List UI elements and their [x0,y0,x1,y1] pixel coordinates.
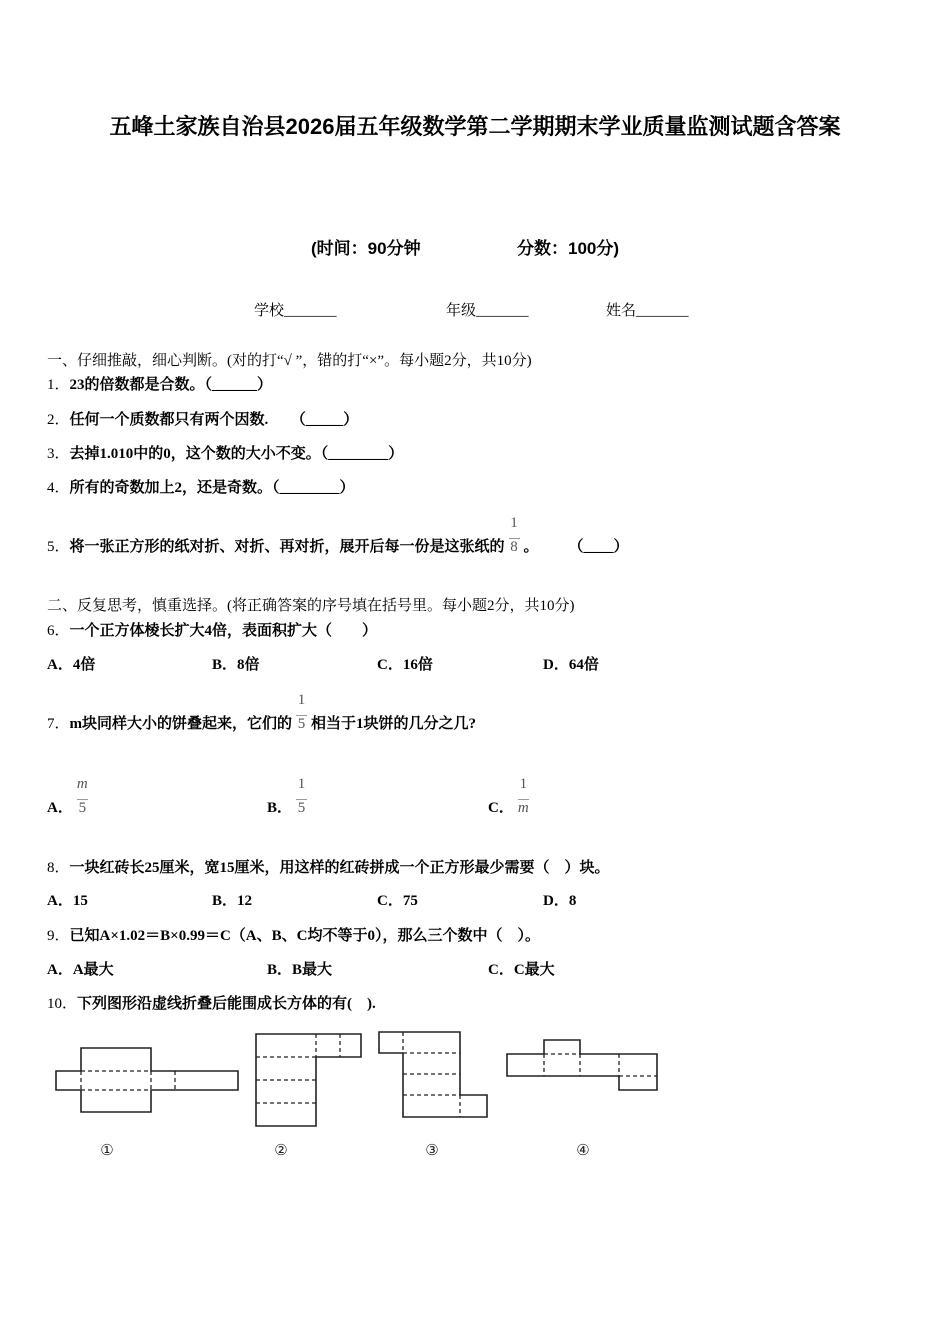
net-2-label: ② [274,1141,288,1159]
option-letter: D． [543,893,569,909]
fraction-numerator: m [76,776,88,792]
option-text: C最大 [513,962,555,978]
question-8-options [0,891,950,911]
net-2-fold-lines [256,1034,340,1103]
net-1-label: ① [100,1141,114,1159]
option-text: B最大 [292,962,333,978]
question-10 [47,994,376,1014]
option-letter: B． [267,800,293,816]
fraction-denominator: 5 [297,716,306,732]
question-text: 一块红砖长25厘米，宽15厘米，用这样的红砖拼成一个正方形最少需要（ ）块。 [69,860,610,876]
option-letter: B． [212,893,238,909]
question-text: 所有的奇数加上2，还是奇数。（________） [69,480,355,496]
option-b [212,891,252,911]
grade-field [446,301,529,321]
question-number: 9． [47,928,70,944]
net-4-outline [507,1040,657,1090]
option-d [543,655,599,675]
option-letter: C． [488,962,514,978]
question-2 [47,410,358,430]
option-a [47,776,92,818]
question-number: 2． [47,412,70,428]
question-4 [47,478,355,498]
fraction-numerator: 1 [297,692,306,708]
exam-meta [0,237,950,261]
fraction-denominator: m [517,800,529,816]
question-number: 8． [47,860,70,876]
option-b [267,776,311,818]
option-text: 64倍 [568,657,599,673]
section1-heading: 一、仔细推敲，细心判断。(对的打“√ ”，错的打“×”。每小题2分，共10分) [47,353,532,369]
net-3-fold-lines [403,1032,460,1117]
fraction [509,515,520,557]
question-3 [47,444,403,464]
option-letter: C． [377,657,403,673]
question-number: 10． [47,996,78,1012]
fraction-numerator: 1 [519,776,528,792]
question-text-after: 相当于1块饼的几分之几? [311,716,477,732]
page-title: 五峰土家族自治县2026届五年级数学第二学期期末学业质量监测试题含答案 [109,114,841,139]
option-text: 16倍 [402,657,433,673]
fraction [517,776,529,818]
option-text: 8倍 [237,657,260,673]
option-letter: A． [47,800,73,816]
exam-time: (时间：90分钟 [311,239,421,258]
option-c [488,960,555,980]
question-6 [47,621,377,641]
option-text: 75 [402,893,418,909]
question-number: 5． [47,539,70,555]
option-text: 8 [568,893,577,909]
option-letter: C． [488,800,514,816]
school-label: 学校 [254,303,285,319]
option-a [47,891,88,911]
school-field [254,301,337,321]
question-1 [47,375,272,395]
school-blank: _______ [284,303,337,319]
name-blank: _______ [636,303,689,319]
option-c [377,655,433,675]
option-text: 15 [72,893,88,909]
option-b [267,960,332,980]
option-c [377,891,418,911]
option-text: 4倍 [72,657,96,673]
question-text: 去掉1.010中的0，这个数的大小不变。（________） [69,446,404,462]
option-letter: B． [267,962,293,978]
question-8 [47,858,610,878]
net-4-label: ④ [576,1141,590,1159]
question-number: 1． [47,377,70,393]
box-nets-figure [40,1025,670,1165]
fraction-numerator: 1 [297,776,306,792]
question-text: 一个正方体棱长扩大4倍，表面积扩大（ ） [69,623,378,639]
grade-blank: _______ [476,303,529,319]
question-number: 7． [47,716,70,732]
answer-blank: （____） [568,539,629,555]
fraction-denominator: 5 [297,800,306,816]
fraction [76,776,88,818]
question-text: 将一张正方形的纸对折、对折、再对折，展开后每一份是这张纸的 [69,539,505,555]
option-text: A最大 [72,962,114,978]
question-text-after: 。 [523,539,539,555]
option-letter: C． [377,893,403,909]
question-5 [47,515,629,557]
option-letter: A． [47,657,73,673]
question-9-options [0,960,950,980]
option-letter: B． [212,657,238,673]
net-3-label: ③ [425,1141,439,1159]
section2-heading: 二、反复思考，慎重选择。(将正确答案的序号填在括号里。每小题2分，共10分) [47,598,575,614]
question-7-options [0,776,950,818]
net-1-fold-lines [81,1071,175,1090]
option-c [488,776,533,818]
option-letter: D． [543,657,569,673]
name-field [606,301,689,321]
question-7 [47,692,477,734]
student-info [0,301,950,325]
option-b [212,655,260,675]
question-number: 3． [47,446,70,462]
fraction [296,692,307,734]
question-number: 4． [47,480,70,496]
net-1-outline [56,1048,238,1112]
option-a [47,655,95,675]
grade-label: 年级 [446,303,477,319]
option-letter: A． [47,962,73,978]
question-9 [47,926,540,946]
fraction-numerator: 1 [510,515,518,531]
question-text: 23的倍数都是合数。（______） [69,377,273,393]
question-text: 任何一个质数都只有两个因数. （_____） [69,412,359,428]
question-number: 6． [47,623,70,639]
fraction [296,776,307,818]
question-text: m块同样大小的饼叠起来，它们的 [69,716,293,732]
exam-score: 分数：100分) [517,239,620,258]
fraction-denominator: 8 [510,539,518,555]
question-6-options [0,655,950,675]
fraction-denominator: 5 [78,800,87,816]
net-4-fold-lines [544,1054,657,1076]
option-d [543,891,576,911]
question-text: 下列图形沿虚线折叠后能围成长方体的有( ). [77,996,376,1012]
question-text: 已知A×1.02＝B×0.99＝C（A、B、C均不等于0），那么三个数中（ ）。 [69,928,540,944]
name-label: 姓名 [606,303,637,319]
option-text: 12 [237,893,253,909]
option-a [47,960,114,980]
option-letter: A． [47,893,73,909]
